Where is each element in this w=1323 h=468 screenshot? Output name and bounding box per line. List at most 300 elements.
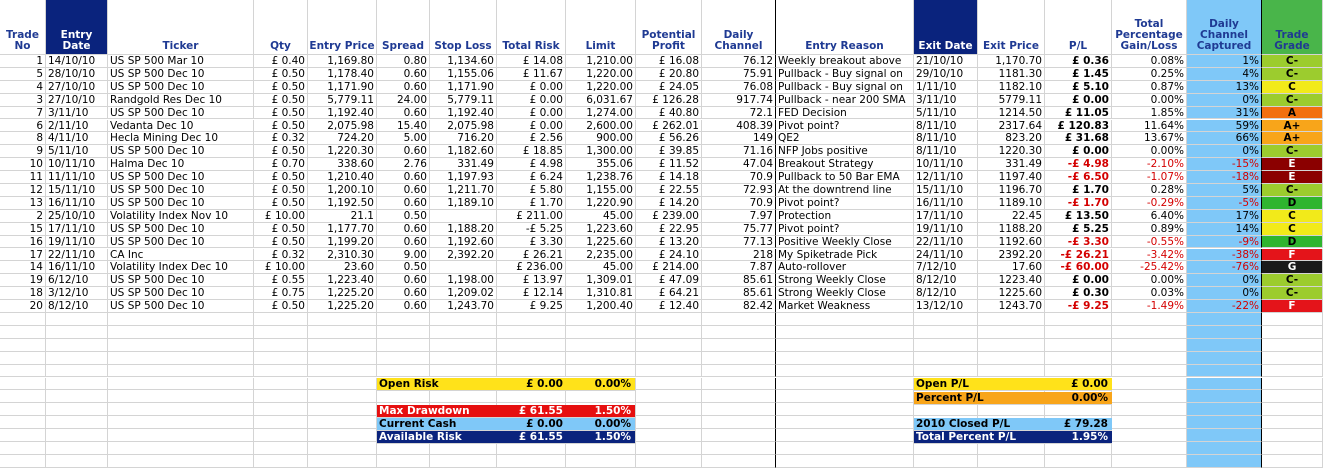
cell-entry-price[interactable]: 2,075.98 <box>308 120 377 133</box>
cell-qty[interactable]: £ 0.50 <box>254 223 308 236</box>
cell-entry-date[interactable]: 22/11/10 <box>46 249 108 262</box>
cell-trade-no[interactable]: 19 <box>0 274 46 287</box>
cell-daily-channel[interactable]: 70.9 <box>702 197 776 210</box>
cell-channel-captured[interactable]: -9% <box>1187 236 1262 249</box>
cell-qty[interactable]: £ 10.00 <box>254 210 308 223</box>
cell-exit-date[interactable]: 24/11/10 <box>914 249 978 262</box>
cell-total-pct[interactable]: 0.03% <box>1112 287 1187 300</box>
empty-cell[interactable] <box>497 352 566 365</box>
cell-daily-channel[interactable]: 7.97 <box>702 210 776 223</box>
cell-exit-date[interactable]: 13/12/10 <box>914 300 978 313</box>
empty-cell[interactable] <box>0 339 46 352</box>
cell-pl[interactable]: £ 0.30 <box>1045 287 1112 300</box>
header-exit-price[interactable]: Exit Price <box>978 0 1045 55</box>
cell-entry-date[interactable]: 19/11/10 <box>46 236 108 249</box>
empty-cell[interactable] <box>497 326 566 339</box>
empty-cell[interactable] <box>430 352 497 365</box>
cell-daily-channel[interactable]: 917.74 <box>702 94 776 107</box>
cell-ticker[interactable]: US SP 500 Dec 10 <box>108 287 254 300</box>
cell-trade-grade[interactable]: C- <box>1262 55 1323 68</box>
cell-daily-channel[interactable]: 77.13 <box>702 236 776 249</box>
cell-qty[interactable]: £ 0.50 <box>254 120 308 133</box>
cell-potential-profit[interactable]: £ 22.95 <box>636 223 702 236</box>
cell-qty[interactable]: £ 0.70 <box>254 158 308 171</box>
cell-limit[interactable]: 1,225.60 <box>566 236 636 249</box>
cell-entry-price[interactable]: 23.60 <box>308 261 377 274</box>
cell-stop-loss[interactable]: 5,779.11 <box>430 94 497 107</box>
empty-cell[interactable] <box>776 352 914 365</box>
cell-pl[interactable]: £ 5.10 <box>1045 81 1112 94</box>
cell-potential-profit[interactable]: £ 47.09 <box>636 274 702 287</box>
empty-cell[interactable] <box>914 352 978 365</box>
cell-stop-loss[interactable]: 1,209.02 <box>430 287 497 300</box>
cell-ticker[interactable]: US SP 500 Dec 10 <box>108 107 254 120</box>
cell-trade-grade[interactable]: C <box>1262 223 1323 236</box>
cell-total-pct[interactable]: 1.85% <box>1112 107 1187 120</box>
cell-entry-date[interactable]: 11/11/10 <box>46 171 108 184</box>
empty-cell[interactable] <box>254 403 308 416</box>
cell-qty[interactable]: £ 0.32 <box>254 132 308 145</box>
header-ticker[interactable]: Ticker <box>108 0 254 55</box>
cell-entry-reason[interactable]: At the downtrend line <box>776 184 914 197</box>
cell-stop-loss[interactable]: 2,075.98 <box>430 120 497 133</box>
empty-cell[interactable] <box>46 429 108 442</box>
empty-cell[interactable] <box>308 339 377 352</box>
cell-ticker[interactable]: Halma Dec 10 <box>108 158 254 171</box>
cell-spread[interactable]: 0.60 <box>377 81 430 94</box>
cell-potential-profit[interactable]: £ 13.20 <box>636 236 702 249</box>
empty-cell[interactable] <box>1112 390 1187 403</box>
header-channel-captured[interactable]: Daily Channel Captured <box>1187 0 1262 55</box>
empty-cell[interactable] <box>46 339 108 352</box>
cell-total-risk[interactable]: £ 2.56 <box>497 132 566 145</box>
empty-cell[interactable] <box>0 326 46 339</box>
cell-spread[interactable]: 9.00 <box>377 249 430 262</box>
cell-entry-price[interactable]: 724.20 <box>308 132 377 145</box>
cell-total-risk[interactable]: £ 1.70 <box>497 197 566 210</box>
empty-cell[interactable] <box>308 403 377 416</box>
cell-exit-date[interactable]: 16/11/10 <box>914 197 978 210</box>
empty-cell[interactable] <box>702 390 776 403</box>
cell-total-pct[interactable]: -0.55% <box>1112 236 1187 249</box>
cell-spread[interactable]: 0.60 <box>377 145 430 158</box>
empty-cell[interactable] <box>636 442 702 455</box>
cell-pl[interactable]: -£ 4.98 <box>1045 158 1112 171</box>
empty-cell[interactable] <box>1045 326 1112 339</box>
empty-cell[interactable] <box>108 429 254 442</box>
empty-cell[interactable] <box>1045 365 1112 378</box>
cell-total-pct[interactable]: 0.28% <box>1112 184 1187 197</box>
empty-cell[interactable] <box>308 365 377 378</box>
empty-cell[interactable] <box>776 326 914 339</box>
cell-entry-price[interactable]: 1,169.80 <box>308 55 377 68</box>
header-entry-price[interactable]: Entry Price <box>308 0 377 55</box>
empty-cell[interactable] <box>1262 416 1323 429</box>
empty-cell[interactable] <box>978 403 1045 416</box>
empty-cell[interactable] <box>108 378 254 391</box>
cell-entry-reason[interactable]: Pullback to 50 Bar EMA <box>776 171 914 184</box>
cell-stop-loss[interactable]: 1,192.60 <box>430 236 497 249</box>
empty-cell[interactable] <box>108 442 254 455</box>
empty-cell[interactable] <box>1112 339 1187 352</box>
cell-entry-reason[interactable]: Pivot point? <box>776 197 914 210</box>
cell-daily-channel[interactable]: 75.91 <box>702 68 776 81</box>
cell-total-risk[interactable]: £ 211.00 <box>497 210 566 223</box>
empty-cell[interactable] <box>776 429 914 442</box>
empty-cell[interactable] <box>377 339 430 352</box>
cell-total-risk[interactable]: £ 14.08 <box>497 55 566 68</box>
empty-cell[interactable] <box>1187 365 1262 378</box>
cell-qty[interactable]: £ 0.50 <box>254 107 308 120</box>
cell-limit[interactable]: 1,220.00 <box>566 81 636 94</box>
cell-trade-no[interactable]: 15 <box>0 223 46 236</box>
empty-cell[interactable] <box>108 326 254 339</box>
cell-spread[interactable]: 24.00 <box>377 94 430 107</box>
cell-total-pct[interactable]: 6.40% <box>1112 210 1187 223</box>
cell-total-pct[interactable]: 0.00% <box>1112 274 1187 287</box>
cell-pl[interactable]: -£ 3.30 <box>1045 236 1112 249</box>
empty-cell[interactable] <box>46 390 108 403</box>
cell-spread[interactable]: 15.40 <box>377 120 430 133</box>
empty-cell[interactable] <box>566 326 636 339</box>
cell-channel-captured[interactable]: -38% <box>1187 249 1262 262</box>
cell-trade-no[interactable]: 3 <box>0 94 46 107</box>
cell-daily-channel[interactable]: 75.77 <box>702 223 776 236</box>
cell-pl[interactable]: £ 11.05 <box>1045 107 1112 120</box>
cell-entry-date[interactable]: 14/10/10 <box>46 55 108 68</box>
cell-qty[interactable]: £ 0.75 <box>254 287 308 300</box>
cell-exit-date[interactable]: 8/11/10 <box>914 145 978 158</box>
cell-stop-loss[interactable]: 1,211.70 <box>430 184 497 197</box>
cell-channel-captured[interactable]: 4% <box>1187 68 1262 81</box>
cell-spread[interactable]: 0.50 <box>377 210 430 223</box>
empty-cell[interactable] <box>377 390 430 403</box>
cell-potential-profit[interactable]: £ 22.55 <box>636 184 702 197</box>
header-trade-no[interactable]: Trade No <box>0 0 46 55</box>
empty-cell[interactable] <box>1187 429 1262 442</box>
cell-daily-channel[interactable]: 408.39 <box>702 120 776 133</box>
empty-cell[interactable] <box>254 390 308 403</box>
cell-exit-price[interactable]: 1189.10 <box>978 197 1045 210</box>
empty-cell[interactable] <box>46 313 108 326</box>
cell-total-risk[interactable]: £ 26.21 <box>497 249 566 262</box>
cell-trade-no[interactable]: 6 <box>0 120 46 133</box>
cell-exit-date[interactable]: 17/11/10 <box>914 210 978 223</box>
cell-exit-price[interactable]: 1243.70 <box>978 300 1045 313</box>
cell-trade-no[interactable]: 18 <box>0 287 46 300</box>
cell-entry-date[interactable]: 27/10/10 <box>46 94 108 107</box>
empty-cell[interactable] <box>0 378 46 391</box>
empty-cell[interactable] <box>308 352 377 365</box>
cell-entry-price[interactable]: 1,177.70 <box>308 223 377 236</box>
empty-cell[interactable] <box>702 352 776 365</box>
cell-ticker[interactable]: US SP 500 Dec 10 <box>108 184 254 197</box>
cell-total-pct[interactable]: 0.25% <box>1112 68 1187 81</box>
empty-cell[interactable] <box>308 326 377 339</box>
cell-entry-price[interactable]: 1,192.50 <box>308 197 377 210</box>
empty-cell[interactable] <box>566 365 636 378</box>
empty-cell[interactable] <box>1112 403 1187 416</box>
cell-total-risk[interactable]: £ 12.14 <box>497 287 566 300</box>
cell-exit-date[interactable]: 22/11/10 <box>914 236 978 249</box>
empty-cell[interactable] <box>776 442 914 455</box>
empty-cell[interactable] <box>46 442 108 455</box>
cell-entry-price[interactable]: 1,220.30 <box>308 145 377 158</box>
empty-cell[interactable] <box>776 416 914 429</box>
cell-limit[interactable]: 1,274.00 <box>566 107 636 120</box>
cell-ticker[interactable]: Randgold Res Dec 10 <box>108 94 254 107</box>
empty-cell[interactable] <box>566 339 636 352</box>
cell-ticker[interactable]: Volatility Index Nov 10 <box>108 210 254 223</box>
empty-cell[interactable] <box>254 442 308 455</box>
cell-trade-no[interactable]: 9 <box>0 145 46 158</box>
cell-entry-price[interactable]: 1,225.20 <box>308 287 377 300</box>
empty-cell[interactable] <box>0 352 46 365</box>
empty-cell[interactable] <box>636 352 702 365</box>
cell-potential-profit[interactable]: £ 239.00 <box>636 210 702 223</box>
cell-total-risk[interactable]: £ 11.67 <box>497 68 566 81</box>
empty-cell[interactable] <box>1112 429 1187 442</box>
cell-entry-date[interactable]: 25/10/10 <box>46 210 108 223</box>
cell-trade-no[interactable]: 4 <box>0 81 46 94</box>
cell-entry-date[interactable]: 6/12/10 <box>46 274 108 287</box>
cell-entry-reason[interactable]: Strong Weekly Close <box>776 274 914 287</box>
cell-exit-price[interactable]: 2392.20 <box>978 249 1045 262</box>
empty-cell[interactable] <box>702 326 776 339</box>
cell-potential-profit[interactable]: £ 56.26 <box>636 132 702 145</box>
cell-trade-grade[interactable]: C <box>1262 210 1323 223</box>
cell-entry-reason[interactable]: My Spiketrade Pick <box>776 249 914 262</box>
cell-channel-captured[interactable]: 66% <box>1187 132 1262 145</box>
cell-pl[interactable]: £ 0.00 <box>1045 145 1112 158</box>
cell-total-pct[interactable]: -3.42% <box>1112 249 1187 262</box>
cell-total-pct[interactable]: -2.10% <box>1112 158 1187 171</box>
cell-total-pct[interactable]: 0.87% <box>1112 81 1187 94</box>
empty-cell[interactable] <box>1187 390 1262 403</box>
cell-channel-captured[interactable]: 13% <box>1187 81 1262 94</box>
cell-total-risk[interactable]: £ 9.25 <box>497 300 566 313</box>
empty-cell[interactable] <box>1112 442 1187 455</box>
cell-qty[interactable]: £ 0.50 <box>254 145 308 158</box>
cell-daily-channel[interactable]: 72.1 <box>702 107 776 120</box>
cell-channel-captured[interactable]: 0% <box>1187 94 1262 107</box>
cell-qty[interactable]: £ 0.55 <box>254 274 308 287</box>
empty-cell[interactable] <box>1112 378 1187 391</box>
cell-qty[interactable]: £ 0.50 <box>254 184 308 197</box>
cell-limit[interactable]: 1,220.90 <box>566 197 636 210</box>
empty-cell[interactable] <box>636 416 702 429</box>
empty-cell[interactable] <box>108 365 254 378</box>
cell-spread[interactable]: 0.60 <box>377 184 430 197</box>
empty-cell[interactable] <box>254 365 308 378</box>
cell-qty[interactable]: £ 0.50 <box>254 236 308 249</box>
cell-entry-date[interactable]: 2/11/10 <box>46 120 108 133</box>
empty-cell[interactable] <box>0 429 46 442</box>
cell-entry-date[interactable]: 28/10/10 <box>46 68 108 81</box>
cell-total-risk[interactable]: £ 3.30 <box>497 236 566 249</box>
cell-exit-date[interactable]: 10/11/10 <box>914 158 978 171</box>
cell-pl[interactable]: -£ 6.50 <box>1045 171 1112 184</box>
header-daily-channel[interactable]: Daily Channel <box>702 0 776 55</box>
cell-channel-captured[interactable]: 14% <box>1187 223 1262 236</box>
cell-trade-grade[interactable]: A+ <box>1262 120 1323 133</box>
cell-channel-captured[interactable]: -76% <box>1187 261 1262 274</box>
cell-entry-price[interactable]: 1,178.40 <box>308 68 377 81</box>
cell-exit-date[interactable]: 12/11/10 <box>914 171 978 184</box>
cell-total-risk[interactable]: £ 0.00 <box>497 120 566 133</box>
empty-cell[interactable] <box>702 416 776 429</box>
cell-entry-price[interactable]: 1,192.40 <box>308 107 377 120</box>
empty-cell[interactable] <box>1187 442 1262 455</box>
empty-cell[interactable] <box>46 365 108 378</box>
header-total-pct[interactable]: Total Percentage Gain/Loss <box>1112 0 1187 55</box>
cell-exit-price[interactable]: 331.49 <box>978 158 1045 171</box>
cell-exit-price[interactable]: 1,170.70 <box>978 55 1045 68</box>
cell-ticker[interactable]: US SP 500 Dec 10 <box>108 197 254 210</box>
empty-cell[interactable] <box>1112 326 1187 339</box>
header-qty[interactable]: Qty <box>254 0 308 55</box>
empty-cell[interactable] <box>566 352 636 365</box>
cell-spread[interactable]: 2.76 <box>377 158 430 171</box>
cell-spread[interactable]: 0.60 <box>377 300 430 313</box>
empty-cell[interactable] <box>254 326 308 339</box>
cell-limit[interactable]: 1,210.00 <box>566 55 636 68</box>
empty-cell[interactable] <box>497 339 566 352</box>
empty-cell[interactable] <box>1187 416 1262 429</box>
cell-trade-grade[interactable]: D <box>1262 197 1323 210</box>
cell-pl[interactable]: -£ 26.21 <box>1045 249 1112 262</box>
cell-pl[interactable]: £ 31.68 <box>1045 132 1112 145</box>
cell-channel-captured[interactable]: -15% <box>1187 158 1262 171</box>
header-potential-profit[interactable]: Potential Profit <box>636 0 702 55</box>
cell-exit-price[interactable]: 1214.50 <box>978 107 1045 120</box>
cell-total-risk[interactable]: £ 236.00 <box>497 261 566 274</box>
header-exit-date[interactable]: Exit Date <box>914 0 978 55</box>
cell-exit-price[interactable]: 1223.40 <box>978 274 1045 287</box>
cell-entry-date[interactable]: 3/11/10 <box>46 107 108 120</box>
cell-potential-profit[interactable]: £ 24.10 <box>636 249 702 262</box>
cell-exit-date[interactable]: 7/12/10 <box>914 261 978 274</box>
cell-exit-price[interactable]: 1182.10 <box>978 81 1045 94</box>
empty-cell[interactable] <box>1262 429 1323 442</box>
empty-cell[interactable] <box>108 403 254 416</box>
cell-total-risk[interactable]: £ 18.85 <box>497 145 566 158</box>
empty-cell[interactable] <box>1045 352 1112 365</box>
cell-entry-date[interactable]: 10/11/10 <box>46 158 108 171</box>
cell-channel-captured[interactable]: 17% <box>1187 210 1262 223</box>
empty-cell[interactable] <box>636 378 702 391</box>
cell-potential-profit[interactable]: £ 14.18 <box>636 171 702 184</box>
cell-trade-grade[interactable]: A <box>1262 107 1323 120</box>
cell-daily-channel[interactable]: 82.42 <box>702 300 776 313</box>
cell-total-pct[interactable]: 13.67% <box>1112 132 1187 145</box>
cell-trade-no[interactable]: 14 <box>0 261 46 274</box>
cell-potential-profit[interactable]: £ 12.40 <box>636 300 702 313</box>
empty-cell[interactable] <box>46 403 108 416</box>
cell-trade-grade[interactable]: F <box>1262 249 1323 262</box>
cell-exit-date[interactable]: 3/11/10 <box>914 94 978 107</box>
cell-exit-price[interactable]: 1192.60 <box>978 236 1045 249</box>
cell-entry-reason[interactable]: Auto-rollover <box>776 261 914 274</box>
cell-trade-no[interactable]: 5 <box>0 68 46 81</box>
cell-exit-date[interactable]: 8/11/10 <box>914 120 978 133</box>
header-trade-grade[interactable]: Trade Grade <box>1262 0 1323 55</box>
empty-cell[interactable] <box>430 365 497 378</box>
cell-trade-no[interactable]: 1 <box>0 55 46 68</box>
cell-potential-profit[interactable]: £ 14.20 <box>636 197 702 210</box>
cell-channel-captured[interactable]: -5% <box>1187 197 1262 210</box>
empty-cell[interactable] <box>0 442 46 455</box>
cell-entry-date[interactable]: 4/11/10 <box>46 132 108 145</box>
cell-entry-date[interactable]: 27/10/10 <box>46 81 108 94</box>
empty-cell[interactable] <box>108 352 254 365</box>
cell-total-risk[interactable]: £ 13.97 <box>497 274 566 287</box>
cell-ticker[interactable]: US SP 500 Dec 10 <box>108 300 254 313</box>
cell-entry-price[interactable]: 1,171.90 <box>308 81 377 94</box>
cell-entry-price[interactable]: 338.60 <box>308 158 377 171</box>
cell-entry-date[interactable]: 16/11/10 <box>46 261 108 274</box>
header-limit[interactable]: Limit <box>566 0 636 55</box>
cell-entry-price[interactable]: 1,199.20 <box>308 236 377 249</box>
cell-trade-no[interactable]: 17 <box>0 249 46 262</box>
empty-cell[interactable] <box>636 313 702 326</box>
cell-total-risk[interactable]: -£ 5.25 <box>497 223 566 236</box>
cell-limit[interactable]: 1,220.00 <box>566 68 636 81</box>
cell-entry-reason[interactable]: Positive Weekly Close <box>776 236 914 249</box>
cell-ticker[interactable]: CA Inc <box>108 249 254 262</box>
cell-total-pct[interactable]: -25.42% <box>1112 261 1187 274</box>
cell-total-risk[interactable]: £ 0.00 <box>497 107 566 120</box>
empty-cell[interactable] <box>1112 365 1187 378</box>
cell-ticker[interactable]: Vedanta Dec 10 <box>108 120 254 133</box>
empty-cell[interactable] <box>702 378 776 391</box>
cell-limit[interactable]: 1,300.00 <box>566 145 636 158</box>
cell-qty[interactable]: £ 10.00 <box>254 261 308 274</box>
cell-pl[interactable]: -£ 9.25 <box>1045 300 1112 313</box>
cell-entry-date[interactable]: 5/11/10 <box>46 145 108 158</box>
empty-cell[interactable] <box>430 326 497 339</box>
empty-cell[interactable] <box>1262 365 1323 378</box>
cell-trade-grade[interactable]: C- <box>1262 184 1323 197</box>
cell-stop-loss[interactable]: 1,188.20 <box>430 223 497 236</box>
cell-spread[interactable]: 0.60 <box>377 274 430 287</box>
cell-pl[interactable]: £ 0.00 <box>1045 94 1112 107</box>
cell-trade-grade[interactable]: E <box>1262 171 1323 184</box>
empty-cell[interactable] <box>0 390 46 403</box>
empty-cell[interactable] <box>0 416 46 429</box>
cell-daily-channel[interactable]: 72.93 <box>702 184 776 197</box>
cell-channel-captured[interactable]: 0% <box>1187 274 1262 287</box>
empty-cell[interactable] <box>497 365 566 378</box>
cell-limit[interactable]: 900.00 <box>566 132 636 145</box>
cell-pl[interactable]: -£ 60.00 <box>1045 261 1112 274</box>
empty-cell[interactable] <box>46 352 108 365</box>
empty-cell[interactable] <box>108 313 254 326</box>
cell-entry-price[interactable]: 21.1 <box>308 210 377 223</box>
cell-trade-grade[interactable]: C- <box>1262 94 1323 107</box>
empty-cell[interactable] <box>497 390 566 403</box>
empty-cell[interactable] <box>308 313 377 326</box>
cell-trade-no[interactable]: 10 <box>0 158 46 171</box>
cell-trade-no[interactable]: 2 <box>0 210 46 223</box>
cell-pl[interactable]: £ 13.50 <box>1045 210 1112 223</box>
cell-stop-loss[interactable]: 1,198.00 <box>430 274 497 287</box>
cell-total-pct[interactable]: -1.49% <box>1112 300 1187 313</box>
empty-cell[interactable] <box>46 326 108 339</box>
cell-ticker[interactable]: US SP 500 Dec 10 <box>108 68 254 81</box>
cell-ticker[interactable]: US SP 500 Dec 10 <box>108 274 254 287</box>
empty-cell[interactable] <box>430 390 497 403</box>
